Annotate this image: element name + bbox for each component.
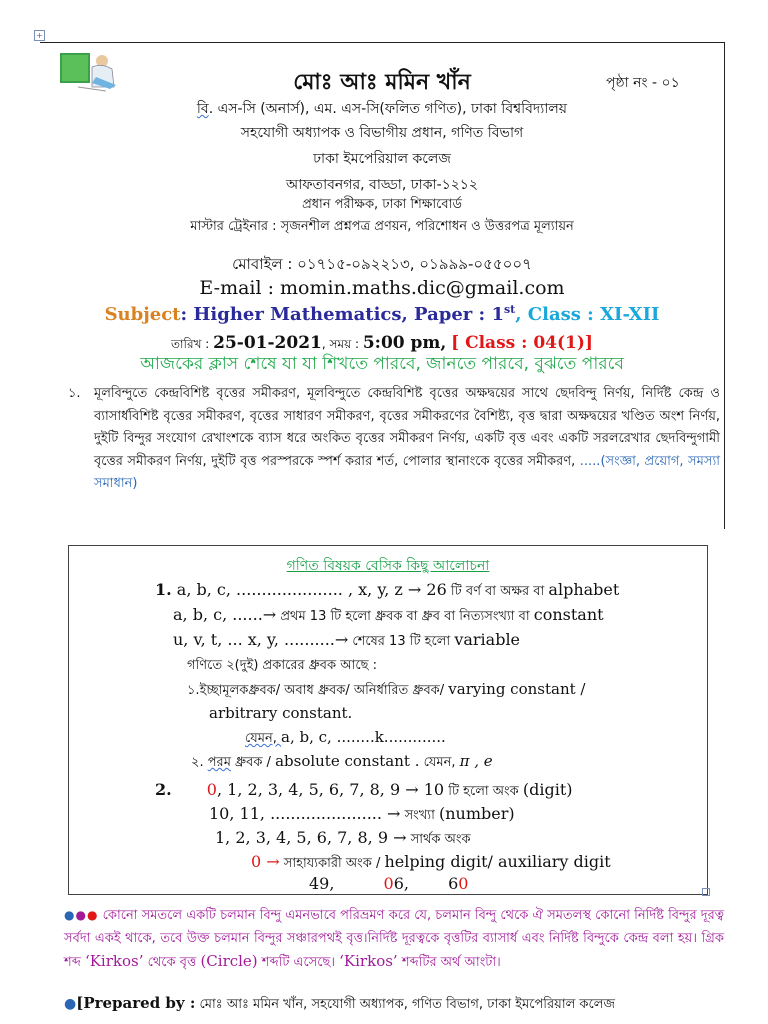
example-06-zero: 0 [383, 874, 394, 893]
item1e-bn: ১.ইচ্ছামূলকধ্রুবক/ অবাধ ধ্রুবক/ অনির্ধারিত ধ্রুবক/ [187, 683, 449, 698]
objective-number: ১. [68, 386, 81, 401]
definition-text-3: শব্দটি এসেছে। [257, 955, 340, 970]
item1g-bn: যেমন, [245, 731, 282, 746]
item1h-line [191, 752, 493, 774]
digit-examples [309, 874, 468, 893]
item1d-line: গণিতে ২(দুই) প্রকারের ধ্রুবক আছে : [187, 658, 378, 673]
item2-en: (digit) [522, 780, 573, 799]
date-label: তারিখ : [171, 337, 214, 351]
item1g-line [245, 728, 446, 750]
item2b-math: 10, 11, ...................... → [209, 804, 401, 823]
item2b-en: (number) [438, 804, 515, 823]
kirkos-term-2: ‘Kirkos’ [339, 952, 398, 970]
item1b-en: constant [533, 605, 604, 624]
basics-box [68, 545, 708, 895]
objectives-paragraph [68, 383, 720, 496]
item2-math: , 1, 2, 3, 4, 5, 6, 7, 8, 9 → 10 [216, 780, 445, 799]
item2-number: 2. [155, 780, 172, 799]
date-value: 25-01-2021 [213, 333, 322, 353]
box-resize-handle[interactable] [702, 888, 710, 896]
example-60-six: 6 [448, 874, 459, 893]
item1-en: alphabet [548, 580, 620, 599]
subject-line [40, 303, 724, 325]
item1h-bn: ২. [191, 755, 208, 770]
objective-tail: .....(সংজ্ঞা, প্রয়োগ, সমস্যা সমাধান) [94, 453, 720, 491]
item2c-line [215, 828, 471, 851]
circle-definition [64, 904, 724, 974]
item2d-en: helping digit/ auxiliary digit [384, 852, 611, 871]
mobile-line: মোবাইল : ০১৭১৫-০৯২২১৩, ০১৯৯৯-০৫৫০০৭ [232, 255, 532, 273]
examiner-line: প্রধান পরীক্ষক, ঢাকা শিক্ষাবোর্ড [302, 197, 462, 212]
prepared-bullet: ● [64, 996, 77, 1012]
table-move-handle-icon[interactable]: + [34, 30, 45, 41]
college-line: ঢাকা ইমপেরিয়াল কলেজ [313, 151, 451, 167]
item1h-en: absolute constant . [275, 752, 420, 770]
trainer-line: মাস্টার ট্রেইনার : সৃজনশীল প্রশ্নপত্র প্রণয়ন, পরিশোধন ও উত্তরপত্র মূল্যায়ন [190, 219, 574, 234]
learning-heading: আজকের ক্লাস শেষে যা যা শিখতে পারবে, জানতে পারবে, বুঝতে পারবে [140, 354, 624, 374]
email-line: E-mail : momin.maths.dic@gmail.com [199, 277, 565, 299]
time-value: 5:00 pm, [362, 333, 447, 353]
degree-prefix: বি [196, 101, 209, 117]
header-section [40, 42, 725, 529]
item2-bn: টি হলো অংক [444, 784, 523, 799]
objective-text: মূলবিন্দুতে কেন্দ্রবিশিষ্ট বৃত্তের সমীকরণ, মূলবিন্দুতে কেন্দ্রবিশিষ্ট বৃত্তের অক্ষদ্বয়ের সাথে ছেদবিন্দু নির্ণয়, নির্দিষ্ট কেন্দ্র ও ব্যাসার্ধবিশিষ্ট বৃত্তের সমীকরণ, বৃত্তের সাধারণ সমীকরণ, বৃত্তের সমীকরণের বৈশিষ্ট্য, বৃত্ত দ্বারা অক্ষদ্বয়ের খণ্ডিত অংশ নির্ণয়, দুইটি বিন্দুর সংযোগ রেখাংশকে ব্যাস ধরে অংকিত বৃত্তের সমীকরণ নির্ণয়, একটি বৃত্ত এবং একটি সরলরেখার ছেদবিন্দুগামী বৃত্তের সমীকরণ নির্ণয়, দুইটি বৃত্ত পরস্পরকে স্পর্শ করার শর্ত, পোলার স্থানাংকে বৃত্তের সমীকরণ, [94, 386, 720, 469]
item1-math: a, b, c, ..................... , x, y, z → 26 [176, 580, 447, 599]
address-line: আফতাবনগর, বাড্ডা, ঢাকা-১২১২ [286, 177, 478, 193]
definition-text-4: শব্দটির অর্থ আংটা। [397, 955, 501, 970]
item2b-bn: সংখ্যা [400, 808, 439, 823]
circle-term: (Circle) [200, 952, 258, 970]
item1f-line: arbitrary constant. [209, 704, 353, 722]
item1c-bn: শেষের 13 টি হলো [348, 634, 455, 649]
prepared-label: [Prepared by : [76, 994, 196, 1012]
item1e-en: varying constant / [448, 680, 586, 698]
bullet-dots: ●●● [64, 908, 99, 922]
kirkos-term-1: ‘Kirkos’ [84, 952, 144, 970]
item2d-zero: 0 → [251, 852, 280, 871]
prepared-text: মোঃ আঃ মমিন খাঁন, সহযোগী অধ্যাপক, গণিত বিভাগ, ঢাকা ইমপেরিয়াল কলেজ [195, 997, 616, 1012]
definition-text-2: থেকে বৃত্ত [143, 955, 201, 970]
basics-heading: গণিত বিষয়ক বেসিক কিছু আলোচনা [286, 558, 490, 574]
item2c-math: 1, 2, 3, 4, 5, 6, 7, 8, 9 → [215, 828, 407, 847]
item1-line [155, 580, 619, 603]
item1b-math: a, b, c, ......→ [173, 605, 277, 624]
degree-line [40, 97, 724, 121]
time-label: , সময় : [321, 337, 363, 351]
item1h-bn3: ধ্রুবক / [230, 755, 276, 770]
degree-rest: . এস-সি (অনার্স), এম. এস-সি(ফলিত গণিত), ঢাকা বিশ্ববিদ্যালয় [208, 101, 568, 117]
example-60-zero: 0 [458, 874, 469, 893]
item1c-math: u, v, t, ... x, y, ..........→ [173, 630, 349, 649]
subject-superscript: st [503, 303, 516, 316]
item1c-en: variable [454, 630, 521, 649]
item2c-bn: সার্থক অংক [406, 832, 471, 847]
teacher-name: মোঃ আঃ মমিন খাঁন [293, 70, 471, 95]
item2d-line [251, 852, 611, 875]
item1h-bn4: যেমন, [419, 755, 460, 770]
class-label: , Class : XI-XII [515, 304, 660, 325]
item1-bn: টি বর্ণ বা অক্ষর বা [446, 584, 549, 599]
class-number: [ Class : 04(1)] [451, 333, 593, 353]
item2d-bn: সাহায্যকারী অংক / [279, 856, 385, 871]
subject-value: : Higher Mathematics, Paper : 1 [180, 304, 504, 325]
page-number: পৃষ্ঠা নং - ০১ [606, 75, 680, 91]
item2-line [155, 780, 573, 803]
item1c-line [173, 630, 520, 653]
designation-line: সহযোগী অধ্যাপক ও বিভাগীয় প্রধান, গণিত বিভাগ [240, 125, 524, 141]
item1-number: 1. [155, 580, 172, 599]
item1e-line [187, 680, 585, 702]
item1b-bn: প্রথম 13 টি হলো ধ্রুবক বা ধ্রুব বা নিত্যসংখ্যা বা [276, 609, 534, 624]
example-49: 49, [309, 874, 335, 893]
item1h-bn2: পরম [207, 755, 231, 770]
definition-text-1: কোনো সমতলে একটি চলমান বিন্দু এমনভাবে পরিভ্রমণ করে যে, চলমান বিন্দু থেকে ঐ সমতলস্থ কোনো নির্দিষ্ট বিন্দুর দূরত্ব সর্বদা একই থাকে, তবে উক্ত চলমান বিন্দুর সঞ্চারপথই বৃত্ত।নির্দিষ্ট দূরত্বকে বৃত্তটির ব্যাসার্ধ এবং নির্দিষ্ট বিন্দুকে কেন্দ্র বলা হয়। গ্রিক শব্দ [64, 908, 724, 970]
prepared-by-line [64, 994, 724, 1016]
item2b-line [209, 804, 515, 827]
example-06-rest: 6, [393, 874, 409, 893]
subject-label: Subject [104, 304, 181, 325]
item2-zero: 0 [206, 780, 217, 799]
item1h-math: π , e [459, 752, 493, 770]
item1g-math: a, b, c, ........k............. [281, 728, 446, 746]
item1b-line [173, 605, 604, 628]
